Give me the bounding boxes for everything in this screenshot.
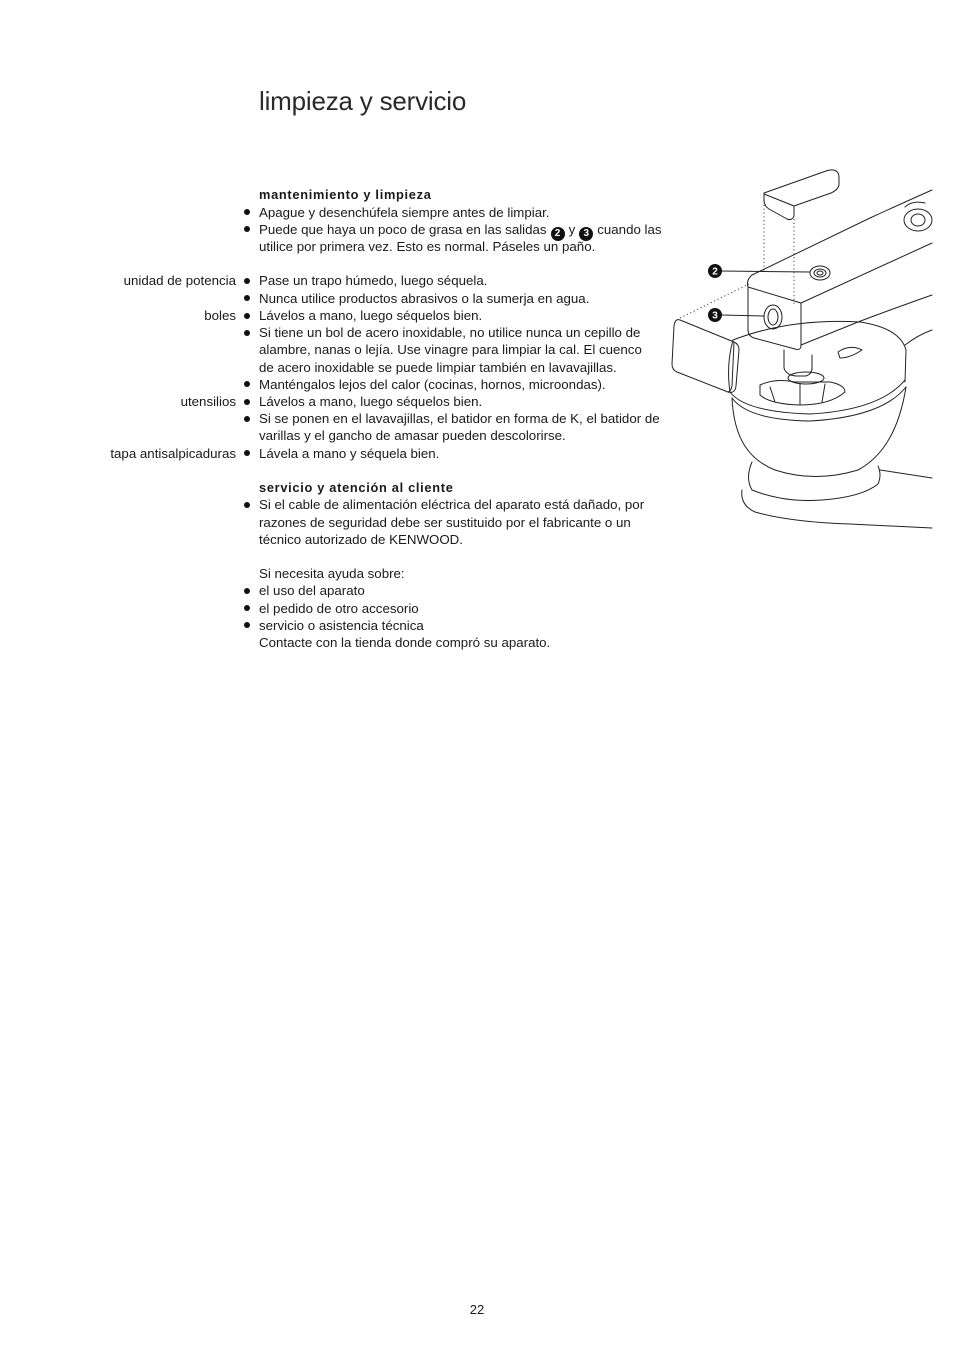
category-label-splash-guard: tapa antisalpicaduras xyxy=(110,445,236,461)
page-number: 22 xyxy=(469,1302,485,1317)
list-item-text: razones de seguridad debe ser sustituido por el fabricante o un xyxy=(259,514,631,530)
mixer-bowl xyxy=(729,321,906,500)
list-item xyxy=(0,290,700,307)
section-heading-row xyxy=(0,479,700,496)
list-item-continuation xyxy=(0,341,700,358)
callout-3 xyxy=(708,308,764,322)
assembly-guide-line xyxy=(680,201,794,318)
list-item xyxy=(0,496,700,513)
list-item-text: Lávelos a mano, luego séquelos bien. xyxy=(259,307,483,323)
bullet-icon xyxy=(244,278,250,284)
medium-speed-outlet xyxy=(810,266,830,280)
callout-2 xyxy=(708,264,810,278)
contact-text: Contacte con la tienda donde compró su aparato. xyxy=(259,635,551,651)
list-item-text: Lávelos a mano, luego séquelos bien. xyxy=(259,394,483,410)
list-item-text: Pase un trapo húmedo, luego séquela. xyxy=(259,273,488,289)
list-item xyxy=(0,600,700,617)
list-item-text: servicio o asistencia técnica xyxy=(259,617,424,633)
speed-knob-icon xyxy=(904,209,932,231)
list-item xyxy=(0,582,700,599)
bullet-icon xyxy=(244,226,250,232)
list-item-text: el uso del aparato xyxy=(259,583,365,599)
list-item xyxy=(0,410,700,427)
blank-line xyxy=(0,548,700,565)
list-item xyxy=(0,445,700,462)
grease-note-text: Puede que haya un poco de grasa en las salidas xyxy=(259,221,547,237)
bullet-icon xyxy=(244,209,250,215)
list-item-text: Apague y desenchúfela siempre antes de limpiar. xyxy=(259,204,550,220)
contact-row xyxy=(0,634,700,651)
bullet-icon xyxy=(244,416,250,422)
list-item-text: de acero inoxidable se puede limpiar también en lavavajillas. xyxy=(259,359,617,375)
list-item xyxy=(0,307,700,324)
mixer-head xyxy=(748,190,933,350)
bullet-icon xyxy=(244,381,250,387)
list-item xyxy=(0,272,700,289)
bullet-icon xyxy=(244,399,250,405)
outlet-3-badge: 3 xyxy=(579,227,593,241)
list-item xyxy=(0,617,700,634)
leader-line xyxy=(722,315,764,316)
bullet-icon xyxy=(244,295,250,301)
mixer-illustration xyxy=(660,160,954,550)
category-label-tools: utensilios xyxy=(180,394,236,410)
bullet-icon xyxy=(244,588,250,594)
leader-line xyxy=(722,271,810,272)
list-item xyxy=(0,393,700,410)
bullet-icon xyxy=(244,622,250,628)
list-item xyxy=(0,376,700,393)
list-item-text: utilice por primera vez. Esto es normal. Páseles un paño. xyxy=(259,239,596,255)
bullet-icon xyxy=(244,502,250,508)
list-item-text: Si el cable de alimentación eléctrica del aparato está dañado, por xyxy=(259,497,645,513)
drive-shaft xyxy=(784,347,862,384)
list-item-continuation xyxy=(0,531,700,548)
grease-note-conjunction: y xyxy=(568,221,576,237)
list-item-text: el pedido de otro accesorio xyxy=(259,600,419,616)
category-label-power-unit: unidad de potencia xyxy=(123,273,236,289)
list-item-text: Manténgalos lejos del calor (cocinas, hornos, microondas). xyxy=(259,376,606,392)
list-item xyxy=(0,204,700,221)
callout-number: 2 xyxy=(712,266,718,278)
grease-note-tail: cuando las xyxy=(597,221,662,237)
list-item-text: alambre, nanas o lejía. Use vinagre para limpiar la cal. El cuenco xyxy=(259,342,642,358)
bullet-icon xyxy=(244,330,250,336)
list-item-text: Si tiene un bol de acero inoxidable, no utilice nunca un cepillo de xyxy=(259,325,641,341)
list-item xyxy=(0,221,700,238)
blank-line xyxy=(0,462,700,479)
list-item-text: Nunca utilice productos abrasivos o la sumerja en agua. xyxy=(259,290,590,306)
list-item xyxy=(0,324,700,341)
list-item-text: técnico autorizado de KENWOOD. xyxy=(259,531,463,547)
list-item-text: Si se ponen en el lavavajillas, el batidor en forma de K, el batidor de xyxy=(259,411,660,427)
help-intro-row xyxy=(0,565,700,582)
list-item-text: varillas y el gancho de amasar pueden descolorirse. xyxy=(259,428,566,444)
high-speed-outlet xyxy=(764,305,782,329)
blank-line xyxy=(0,255,700,272)
list-item-continuation xyxy=(0,514,700,531)
page-title: limpieza y servicio xyxy=(259,86,467,116)
outlet-cover xyxy=(764,170,839,220)
list-item-continuation xyxy=(0,427,700,444)
list-item-continuation xyxy=(0,238,700,255)
outlet-2-badge: 2 xyxy=(551,227,565,241)
help-intro: Si necesita ayuda sobre: xyxy=(259,566,405,582)
section-heading-service: servicio y atención al cliente xyxy=(259,480,454,496)
bullet-icon xyxy=(244,450,250,456)
bullet-icon xyxy=(244,605,250,611)
list-item-text: Lávela a mano y séquela bien. xyxy=(259,445,440,461)
bullet-icon xyxy=(244,313,250,319)
section-heading-row xyxy=(0,186,700,203)
callout-number: 3 xyxy=(712,310,718,322)
category-label-bowls: boles xyxy=(204,307,236,323)
list-item-text xyxy=(259,221,662,238)
cleaning-content xyxy=(0,186,700,651)
list-item-continuation xyxy=(0,359,700,376)
section-heading-maintenance: mantenimiento y limpieza xyxy=(259,187,432,203)
